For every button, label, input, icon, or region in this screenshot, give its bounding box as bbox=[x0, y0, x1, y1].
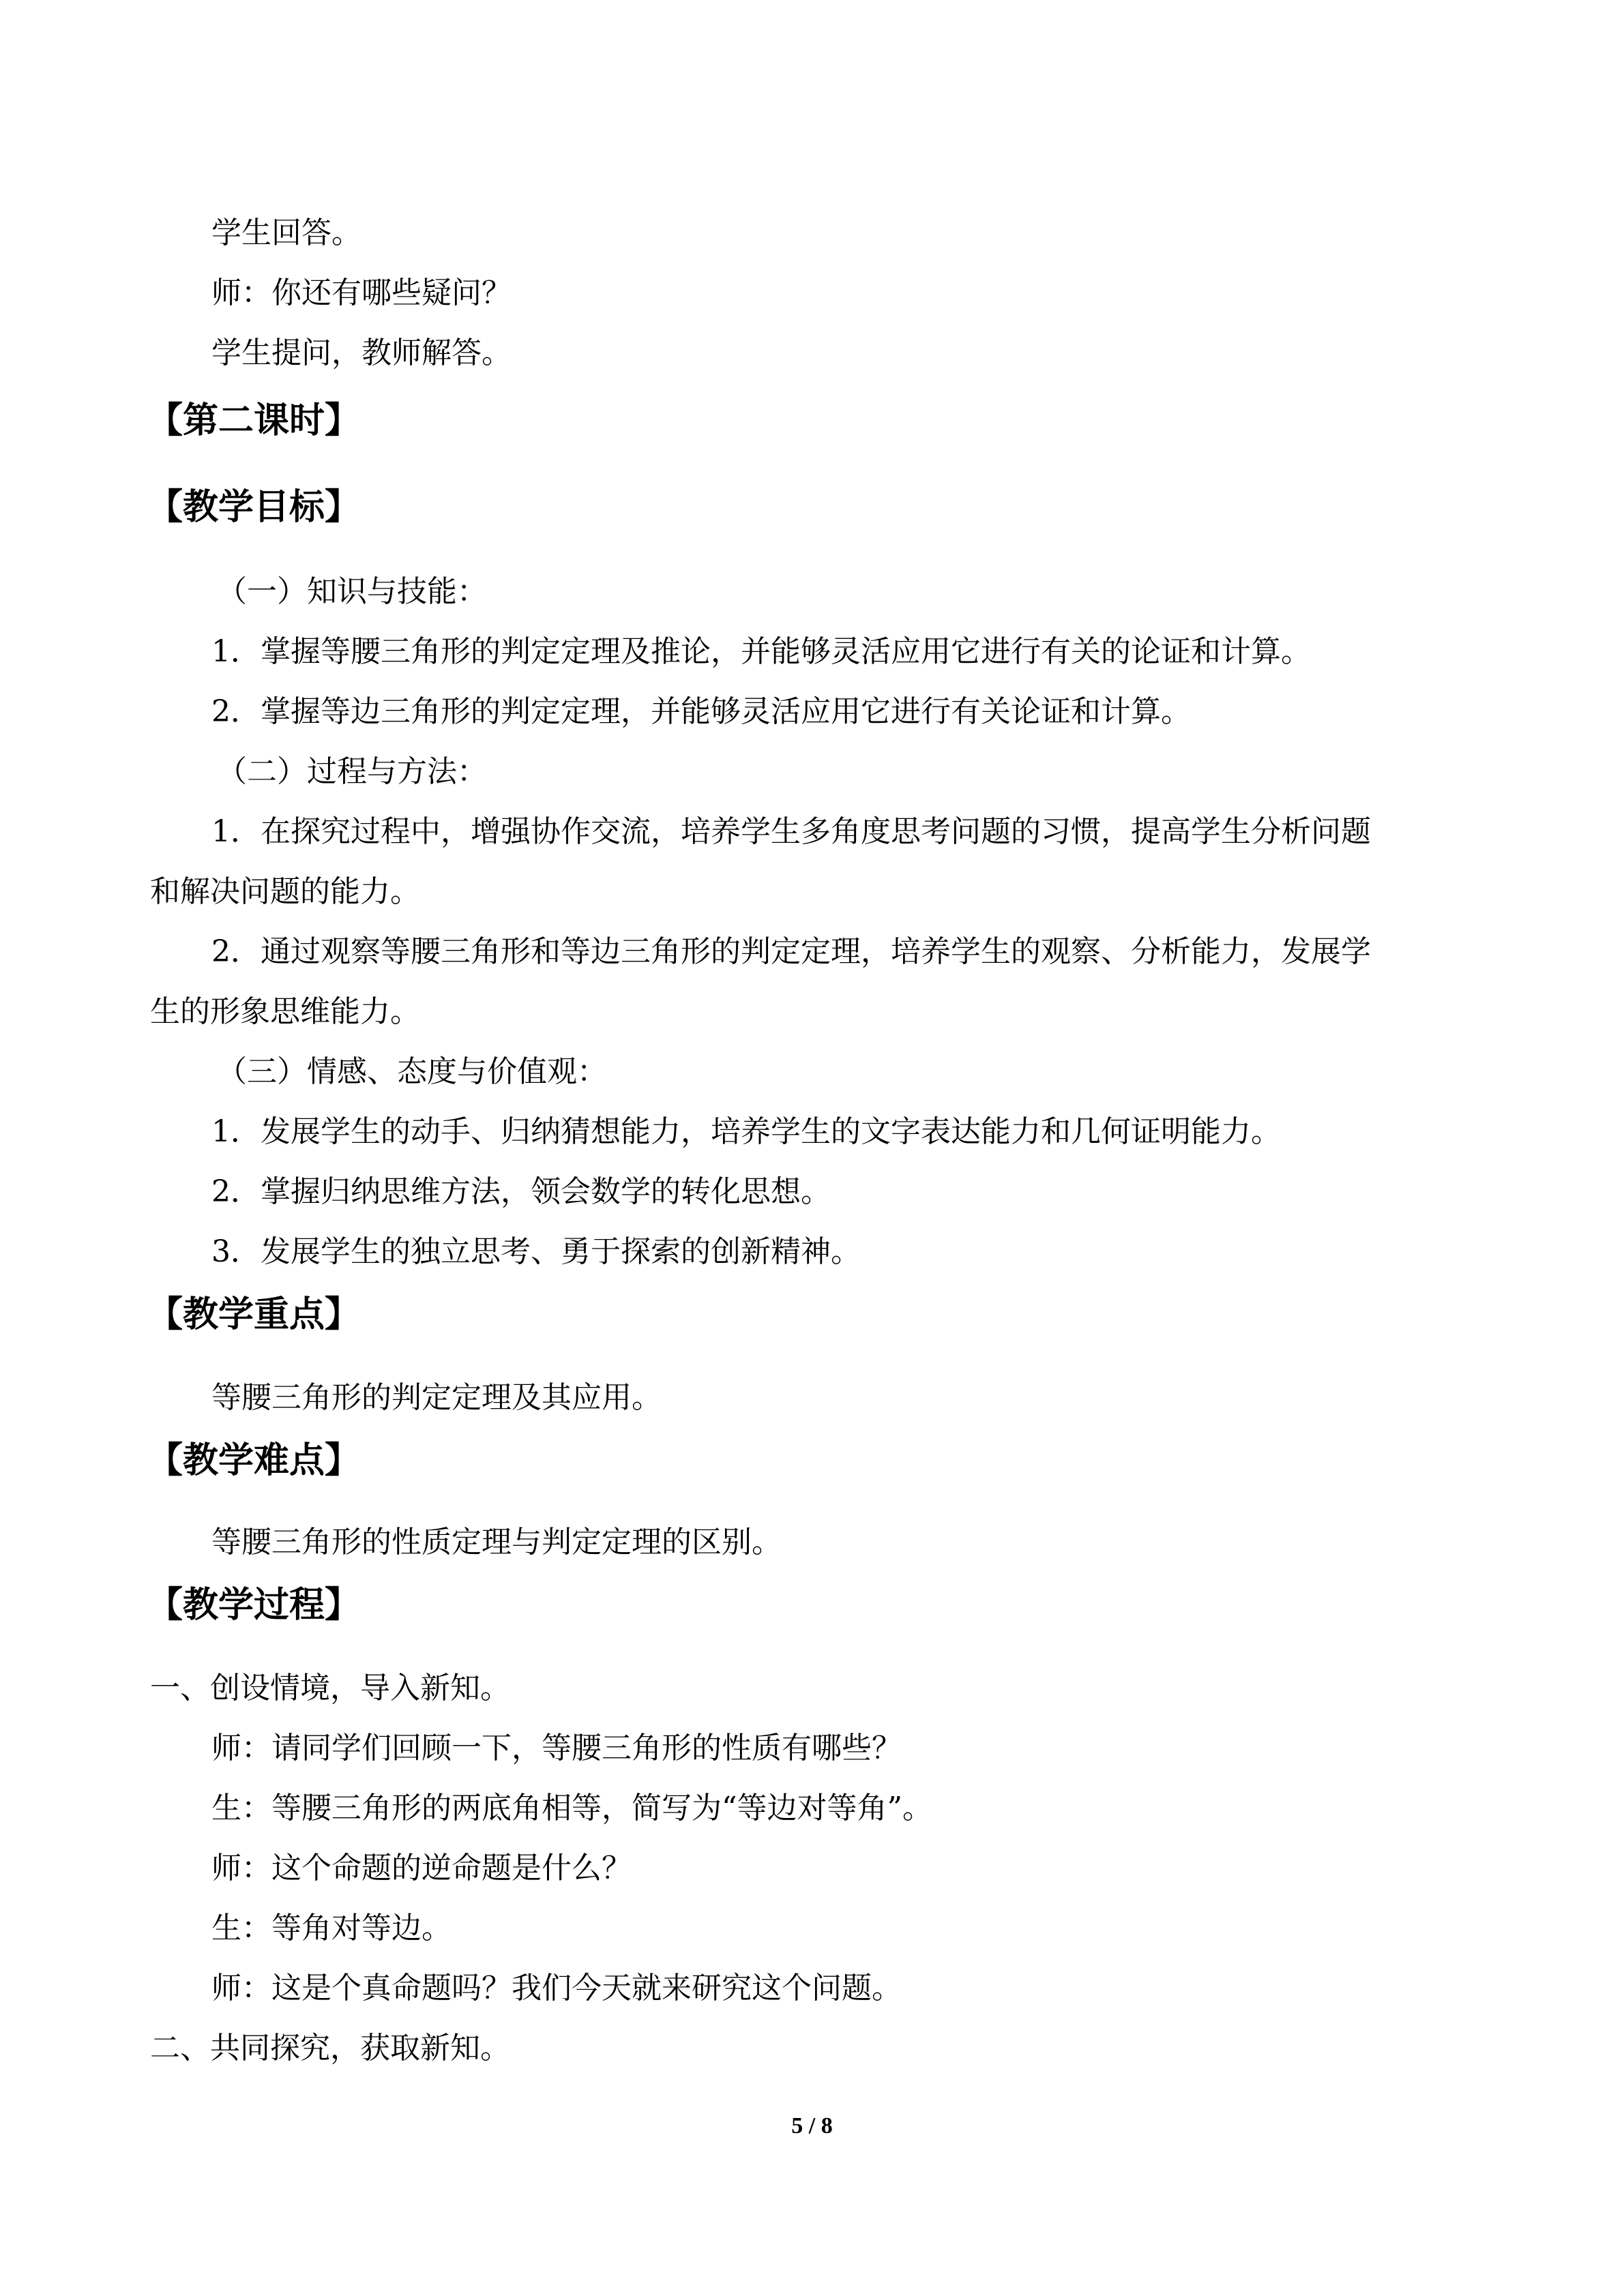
process-item-2-line-2: 生的形象思维能力。 bbox=[150, 994, 420, 1029]
paragraph-student-ask: 学生提问，教师解答。 bbox=[211, 336, 512, 370]
dialogue-line-4: 生：等角对等边。 bbox=[211, 1911, 452, 1945]
emotion-item-3: 3．发展学生的独立思考、勇于探索的创新精神。 bbox=[211, 1234, 861, 1269]
dialogue-line-2: 生：等腰三角形的两底角相等，简写为“等边对等角”。 bbox=[211, 1791, 932, 1825]
process-step-2-heading: 二、共同探究，获取新知。 bbox=[150, 2031, 510, 2066]
paragraph-student-answer: 学生回答。 bbox=[211, 215, 361, 250]
dialogue-line-3: 师：这个命题的逆命题是什么？ bbox=[211, 1851, 632, 1885]
section-heading-teaching-process: 【教学过程】 bbox=[147, 1584, 361, 1626]
process-item-1-line-1: 1．在探究过程中，增强协作交流，培养学生多角度思考问题的习惯，提高学生分析问题 bbox=[211, 814, 1371, 849]
process-step-1-heading: 一、创设情境，导入新知。 bbox=[150, 1671, 510, 1705]
paragraph-teaching-difficulty: 等腰三角形的性质定理与判定定理的区别。 bbox=[211, 1525, 782, 1560]
paragraph-teacher-question: 师：你还有哪些疑问？ bbox=[211, 275, 512, 310]
subheading-process-methods: （二）过程与方法： bbox=[217, 754, 487, 789]
emotion-item-2: 2．掌握归纳思维方法，领会数学的转化思想。 bbox=[211, 1174, 831, 1209]
dialogue-line-1: 师：请同学们回顾一下，等腰三角形的性质有哪些？ bbox=[211, 1731, 902, 1765]
section-heading-teaching-focus: 【教学重点】 bbox=[147, 1294, 361, 1335]
subheading-knowledge-skills: （一）知识与技能： bbox=[217, 574, 487, 609]
section-heading-second-lesson: 【第二课时】 bbox=[147, 400, 361, 441]
dialogue-line-5: 师：这是个真命题吗？我们今天就来研究这个问题。 bbox=[211, 1971, 902, 2006]
process-item-1-line-2: 和解决问题的能力。 bbox=[150, 874, 420, 909]
section-heading-teaching-difficulty: 【教学难点】 bbox=[147, 1440, 361, 1481]
paragraph-teaching-focus: 等腰三角形的判定定理及其应用。 bbox=[211, 1380, 662, 1415]
process-item-2-line-1: 2．通过观察等腰三角形和等边三角形的判定定理，培养学生的观察、分析能力，发展学 bbox=[211, 934, 1371, 969]
section-heading-teaching-objectives: 【教学目标】 bbox=[147, 486, 361, 528]
objective-item-1: 1．掌握等腰三角形的判定定理及推论，并能够灵活应用它进行有关的论证和计算。 bbox=[211, 634, 1311, 669]
objective-item-2: 2．掌握等边三角形的判定定理，并能够灵活应用它进行有关论证和计算。 bbox=[211, 694, 1191, 729]
subheading-emotion-values: （三）情感、态度与价值观： bbox=[217, 1054, 607, 1089]
page-number: 5 / 8 bbox=[791, 2113, 833, 2138]
emotion-item-1: 1．发展学生的动手、归纳猜想能力，培养学生的文字表达能力和几何证明能力。 bbox=[211, 1114, 1281, 1149]
